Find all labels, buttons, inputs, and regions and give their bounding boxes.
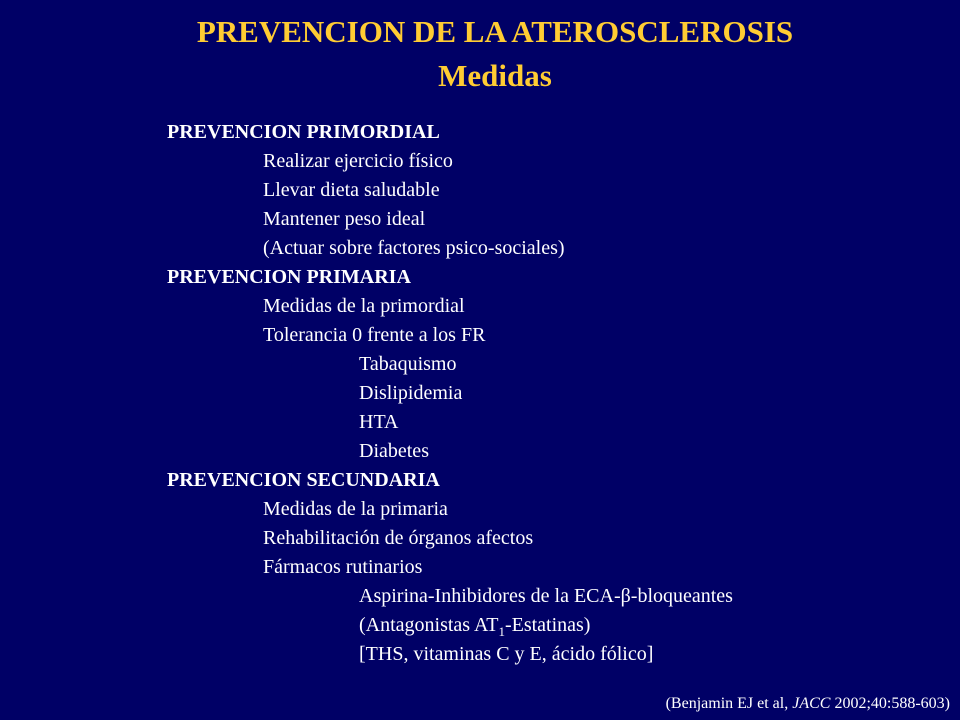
list-item: Tolerancia 0 frente a los FR	[263, 324, 486, 346]
list-subitem: [THS, vitaminas C y E, ácido fólico]	[359, 643, 654, 665]
citation-suffix: 2002;40:588-603)	[830, 695, 950, 712]
list-item: Llevar dieta saludable	[263, 179, 440, 201]
citation-prefix: (Benjamin EJ et al,	[665, 695, 793, 712]
list-subitem	[359, 613, 590, 637]
list-subitem: HTA	[359, 411, 399, 433]
slide-title: PREVENCION DE LA ATEROSCLEROSIS	[196, 14, 794, 49]
list-item: Mantener peso ideal	[263, 208, 426, 230]
drugs2-prefix: (Antagonistas AT	[359, 614, 499, 636]
list-item: Fármacos rutinarios	[263, 556, 423, 578]
list-subitem: Dislipidemia	[359, 382, 463, 404]
heading-primaria: PREVENCION PRIMARIA	[167, 266, 411, 288]
list-item: Medidas de la primaria	[263, 498, 448, 520]
list-item: Rehabilitación de órganos afectos	[263, 527, 534, 549]
drugs2-suffix: -Estatinas)	[504, 614, 591, 636]
list-item: Realizar ejercicio físico	[263, 150, 453, 172]
list-item: (Actuar sobre factores psico-sociales)	[263, 237, 565, 259]
list-subitem: Aspirina-Inhibidores de la ECA-β-bloqueantes	[359, 585, 733, 607]
list-subitem: Diabetes	[359, 440, 429, 462]
citation	[666, 694, 950, 714]
slide-subtitle: Medidas	[438, 58, 552, 93]
list-item: Medidas de la primordial	[263, 295, 465, 317]
heading-primordial: PREVENCION PRIMORDIAL	[167, 121, 440, 143]
list-subitem: Tabaquismo	[359, 353, 457, 375]
drugs2-subscript: 1	[498, 624, 505, 639]
heading-secundaria: PREVENCION SECUNDARIA	[167, 469, 440, 491]
citation-journal: JACC	[792, 695, 831, 712]
